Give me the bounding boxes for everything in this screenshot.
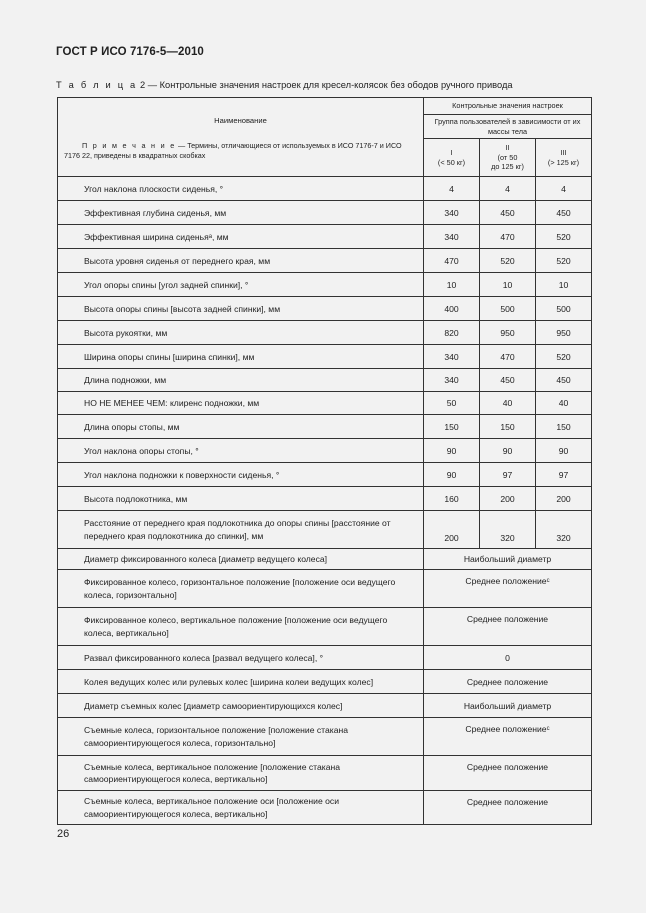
row-name: Высота подлокотника, мм bbox=[58, 487, 424, 511]
row-name: Съемные колеса, горизонтальное положение [положение стакана самоориентирующегося колеса, горизонтально] bbox=[58, 718, 424, 756]
row-merged-value: 0 bbox=[424, 646, 592, 670]
table-row bbox=[58, 392, 592, 415]
group-2-range-line2: до 125 кг) bbox=[491, 162, 524, 172]
row-value-group-2: 450 bbox=[480, 201, 536, 225]
row-value-group-3: 150 bbox=[536, 415, 592, 439]
row-value-group-2: 97 bbox=[480, 463, 536, 487]
row-value-group-1: 400 bbox=[424, 297, 480, 321]
row-value-group-3: 4 bbox=[536, 177, 592, 201]
row-value-group-2: 4 bbox=[480, 177, 536, 201]
header-group-2 bbox=[480, 139, 536, 177]
row-name: Эффективная глубина сиденья, мм bbox=[58, 201, 424, 225]
row-value-group-1: 340 bbox=[424, 201, 480, 225]
row-name: Колея ведущих колес или рулевых колес [ширина колеи ведущих колес] bbox=[58, 670, 424, 694]
row-value-group-2: 520 bbox=[480, 249, 536, 273]
row-value-group-1: 160 bbox=[424, 487, 480, 511]
row-value-group-3: 200 bbox=[536, 487, 592, 511]
row-value-group-3: 450 bbox=[536, 369, 592, 392]
row-value-group-1: 150 bbox=[424, 415, 480, 439]
table-row-merged bbox=[58, 570, 592, 608]
row-value-group-3: 320 bbox=[536, 511, 592, 549]
row-name: Высота рукоятки, мм bbox=[58, 321, 424, 345]
row-name: Расстояние от переднего края подлокотника до опоры спины [расстояние от переднего края подлокотника до спинки], мм bbox=[58, 511, 424, 549]
row-value-group-3: 450 bbox=[536, 201, 592, 225]
table-row bbox=[58, 487, 592, 511]
row-name: Угол наклона опоры стопы, ° bbox=[58, 439, 424, 463]
row-value-group-1: 50 bbox=[424, 392, 480, 415]
row-merged-value: Среднее положениеᶜ bbox=[424, 718, 592, 756]
table-header-row bbox=[58, 98, 592, 115]
table-row bbox=[58, 177, 592, 201]
table-row-merged bbox=[58, 756, 592, 791]
caption-text: 2 — Контрольные значения настроек для кресел-колясок без ободов ручного привода bbox=[137, 80, 513, 90]
row-value-group-1: 200 bbox=[424, 511, 480, 549]
row-value-group-2: 40 bbox=[480, 392, 536, 415]
row-name: Фиксированное колесо, вертикальное положение [положение оси ведущего колеса, вертикально] bbox=[58, 608, 424, 646]
row-value-group-1: 90 bbox=[424, 463, 480, 487]
table-row bbox=[58, 297, 592, 321]
header-note-label: П р и м е ч а н и е bbox=[82, 141, 177, 150]
row-name: Длина опоры стопы, мм bbox=[58, 415, 424, 439]
table-row-merged bbox=[58, 646, 592, 670]
row-merged-value: Наибольший диаметр bbox=[424, 549, 592, 570]
header-group-title: Группа пользователей в зависимости от их массы тела bbox=[424, 115, 592, 139]
table-row bbox=[58, 273, 592, 297]
table-row bbox=[58, 463, 592, 487]
table-row bbox=[58, 249, 592, 273]
table-row-merged bbox=[58, 608, 592, 646]
header-note bbox=[58, 141, 423, 160]
header-note-text: — Термины, отличающиеся от используемых в ИСО 7176-7 и ИСО 7176 22, приведены в квадратных скобках bbox=[64, 141, 402, 160]
row-merged-value: Среднее положение bbox=[424, 791, 592, 825]
table-row bbox=[58, 415, 592, 439]
row-merged-value: Наибольший диаметр bbox=[424, 694, 592, 718]
row-name: Высота уровня сиденья от переднего края, мм bbox=[58, 249, 424, 273]
row-name: НО НЕ МЕНЕЕ ЧЕМ: клиренс подножки, мм bbox=[58, 392, 424, 415]
row-name: Длина подножки, мм bbox=[58, 369, 424, 392]
page-number: 26 bbox=[57, 828, 70, 840]
row-name: Диаметр фиксированного колеса [диаметр ведущего колеса] bbox=[58, 549, 424, 570]
table-row bbox=[58, 345, 592, 369]
row-value-group-1: 90 bbox=[424, 439, 480, 463]
row-value-group-2: 450 bbox=[480, 369, 536, 392]
row-name: Съемные колеса, вертикальное положение оси [положение оси самоориентирующегося колеса, вертикально] bbox=[58, 791, 424, 825]
header-group-1 bbox=[424, 139, 480, 177]
row-value-group-2: 150 bbox=[480, 415, 536, 439]
row-name: Диаметр съемных колес [диаметр самоориентирующихся колес] bbox=[58, 694, 424, 718]
row-value-group-1: 340 bbox=[424, 225, 480, 249]
row-value-group-2: 90 bbox=[480, 439, 536, 463]
row-value-group-2: 470 bbox=[480, 225, 536, 249]
table-row bbox=[58, 201, 592, 225]
group-2-numeral: II bbox=[505, 143, 510, 153]
header-name-cell bbox=[58, 98, 424, 177]
row-name: Съемные колеса, вертикальное положение [положение стакана самоориентирующегося колеса, вертикально] bbox=[58, 756, 424, 791]
row-value-group-1: 340 bbox=[424, 345, 480, 369]
row-name: Угол наклона плоскости сиденья, ° bbox=[58, 177, 424, 201]
group-3-numeral: III bbox=[560, 148, 567, 158]
row-value-group-3: 520 bbox=[536, 249, 592, 273]
row-value-group-1: 10 bbox=[424, 273, 480, 297]
row-value-group-2: 10 bbox=[480, 273, 536, 297]
row-value-group-2: 500 bbox=[480, 297, 536, 321]
row-value-group-1: 4 bbox=[424, 177, 480, 201]
table-row-merged bbox=[58, 791, 592, 825]
row-merged-value: Среднее положение bbox=[424, 670, 592, 694]
row-value-group-2: 470 bbox=[480, 345, 536, 369]
row-value-group-1: 470 bbox=[424, 249, 480, 273]
row-value-group-3: 520 bbox=[536, 345, 592, 369]
table-row-merged bbox=[58, 670, 592, 694]
header-name-label: Наименование bbox=[214, 116, 267, 125]
table-row bbox=[58, 439, 592, 463]
header-group-3 bbox=[536, 139, 592, 177]
row-value-group-2: 320 bbox=[480, 511, 536, 549]
row-value-group-2: 950 bbox=[480, 321, 536, 345]
row-value-group-1: 340 bbox=[424, 369, 480, 392]
table-row-merged bbox=[58, 718, 592, 756]
row-name: Эффективная ширина сиденьяᵃ, мм bbox=[58, 225, 424, 249]
group-1-range: (< 50 кг) bbox=[437, 157, 466, 167]
row-value-group-1: 820 bbox=[424, 321, 480, 345]
row-value-group-3: 500 bbox=[536, 297, 592, 321]
row-merged-value: Среднее положение bbox=[424, 756, 592, 791]
row-name: Фиксированное колесо, горизонтальное положение [положение оси ведущего колеса, горизонтально] bbox=[58, 570, 424, 608]
caption-label: Т а б л и ц а bbox=[56, 80, 138, 90]
row-value-group-3: 90 bbox=[536, 439, 592, 463]
table-row bbox=[58, 369, 592, 392]
table-caption bbox=[56, 80, 616, 90]
row-name: Развал фиксированного колеса [развал ведущего колеса], ° bbox=[58, 646, 424, 670]
group-2-range: (от 50 bbox=[497, 152, 518, 162]
row-value-group-3: 97 bbox=[536, 463, 592, 487]
row-name: Угол наклона подножки к поверхности сиденья, ° bbox=[58, 463, 424, 487]
row-name: Высота опоры спины [высота задней спинки], мм bbox=[58, 297, 424, 321]
row-name: Угол опоры спины [угол задней спинки], ° bbox=[58, 273, 424, 297]
row-merged-value: Среднее положениеᶜ bbox=[424, 570, 592, 608]
row-value-group-2: 200 bbox=[480, 487, 536, 511]
row-value-group-3: 40 bbox=[536, 392, 592, 415]
table-row-merged bbox=[58, 694, 592, 718]
table-row-merged bbox=[58, 549, 592, 570]
row-value-group-3: 520 bbox=[536, 225, 592, 249]
header-values-title: Контрольные значения настроек bbox=[424, 98, 592, 115]
row-name: Ширина опоры спины [ширина спинки], мм bbox=[58, 345, 424, 369]
row-value-group-3: 950 bbox=[536, 321, 592, 345]
group-3-range: (> 125 кг) bbox=[547, 157, 580, 167]
table-row bbox=[58, 511, 592, 549]
document-standard-title: ГОСТ Р ИСО 7176-5—2010 bbox=[56, 46, 204, 58]
group-1-numeral: I bbox=[450, 148, 453, 158]
settings-table bbox=[57, 97, 592, 825]
table-row bbox=[58, 321, 592, 345]
row-merged-value: Среднее положение bbox=[424, 608, 592, 646]
table-row bbox=[58, 225, 592, 249]
row-value-group-3: 10 bbox=[536, 273, 592, 297]
